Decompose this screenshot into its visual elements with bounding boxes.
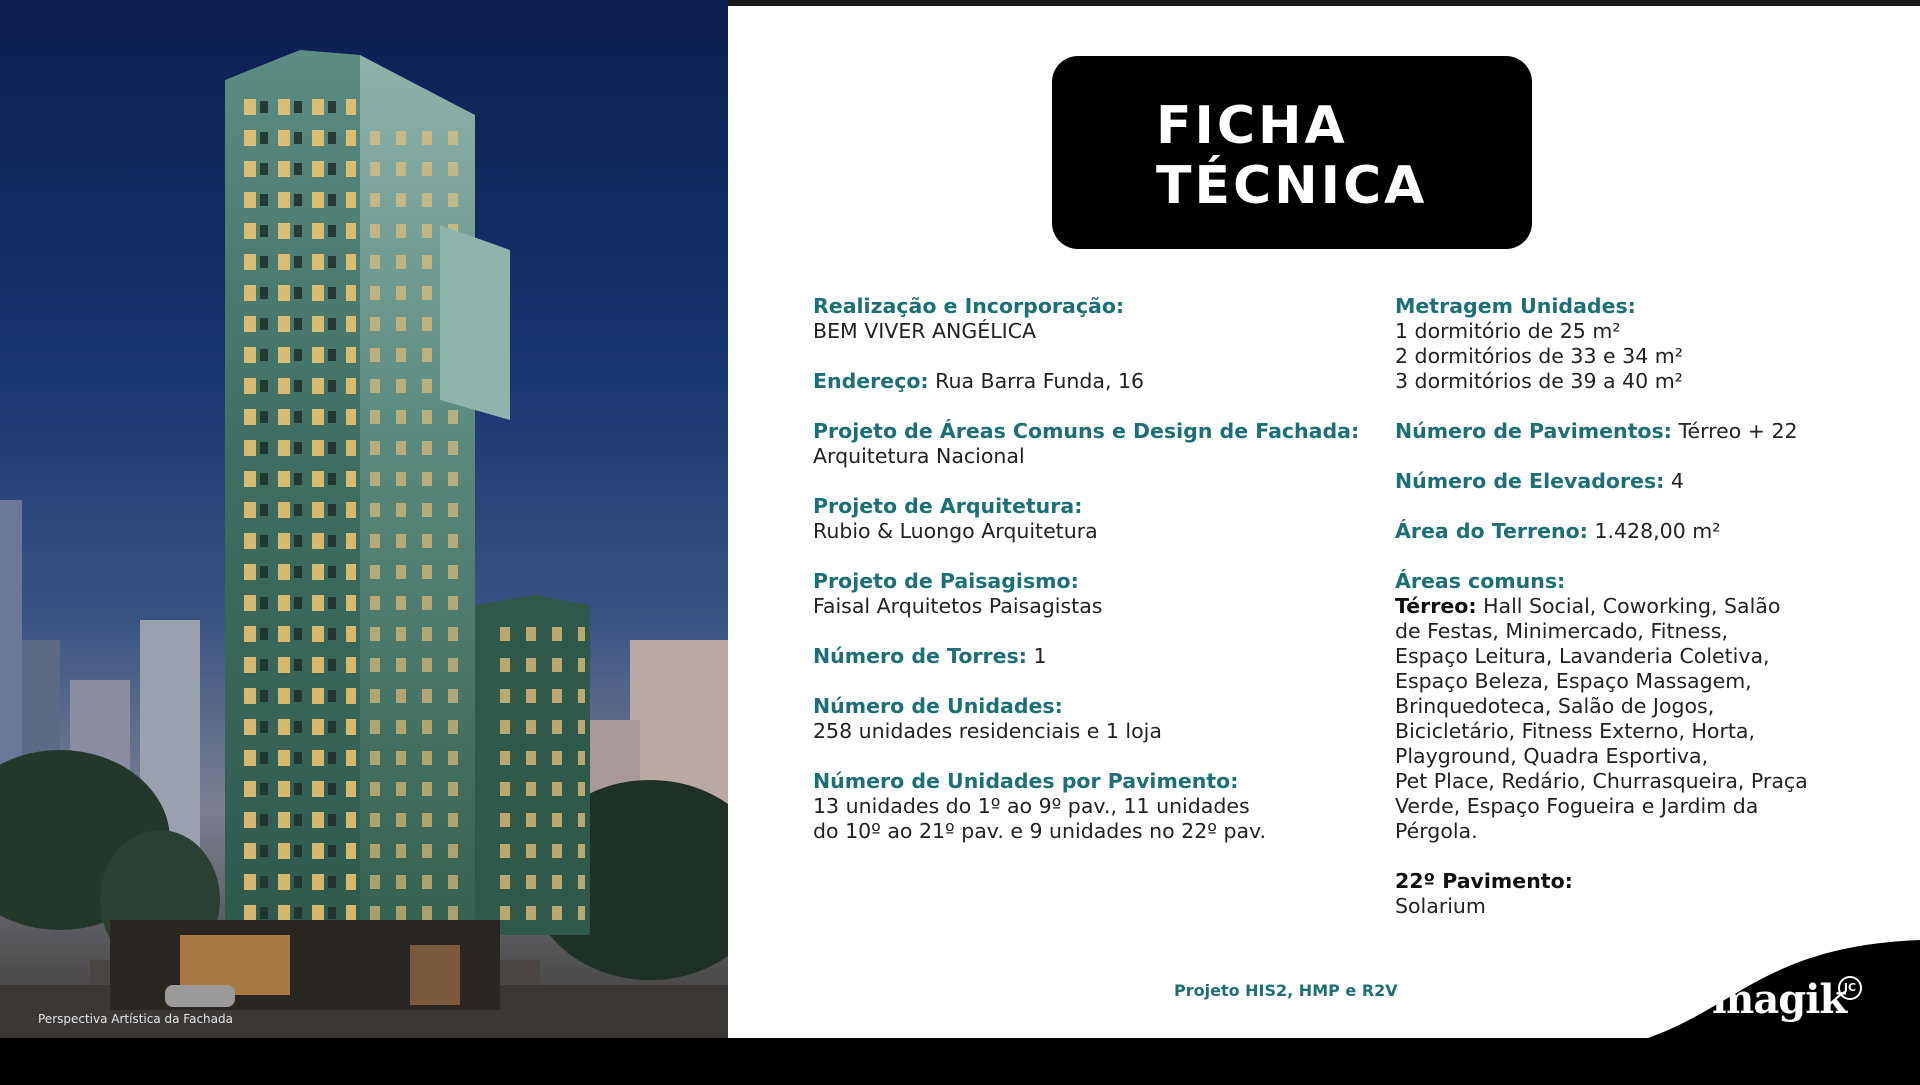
field-label: Número de Torres: — [813, 644, 1027, 668]
building-rendering — [0, 0, 728, 1038]
field-value: BEM VIVER ANGÉLICA — [813, 319, 1037, 343]
field-value: de Festas, Minimercado, Fitness, — [1395, 619, 1728, 643]
field-label: Número de Elevadores: — [1395, 469, 1665, 493]
field-label: Projeto de Arquitetura: — [813, 494, 1083, 518]
field-value: do 10º ao 21º pav. e 9 unidades no 22º pav. — [813, 819, 1267, 843]
field-value: 13 unidades do 1º ao 9º pav., 11 unidades — [813, 794, 1250, 818]
field-value: Verde, Espaço Fogueira e Jardim da — [1395, 794, 1759, 818]
field-value: Arquitetura Nacional — [813, 444, 1025, 468]
field-label: Endereço: — [813, 369, 929, 393]
field-value: 3 dormitórios de 39 a 40 m² — [1395, 369, 1683, 393]
field-label: Projeto de Paisagismo: — [813, 569, 1079, 593]
logo-mark-icon: JC — [1838, 976, 1862, 1000]
field-value: Rubio & Luongo Arquitetura — [813, 519, 1098, 543]
field-value: 1 dormitório de 25 m² — [1395, 319, 1621, 343]
field-label: Número de Unidades por Pavimento: — [813, 769, 1239, 793]
field-label: Áreas comuns: — [1395, 569, 1566, 593]
field-value: Pérgola. — [1395, 819, 1478, 843]
field-label: Número de Unidades: — [813, 694, 1063, 718]
field-value: Térreo + 22 — [1678, 419, 1798, 443]
field-value: 2 dormitórios de 33 e 34 m² — [1395, 344, 1683, 368]
field-value: 4 — [1670, 469, 1684, 493]
field-value: Bicicletário, Fitness Externo, Horta, — [1395, 719, 1755, 743]
field-label: Número de Pavimentos: — [1395, 419, 1672, 443]
field-value: 1 — [1033, 644, 1047, 668]
pav22-label: 22º Pavimento: — [1395, 869, 1573, 893]
corner-swoosh — [728, 6, 1920, 1038]
field-value: Pet Place, Redário, Churrasqueira, Praça — [1395, 769, 1808, 793]
terreo-label: Térreo: — [1395, 594, 1477, 618]
field-value: Rua Barra Funda, 16 — [935, 369, 1145, 393]
magik-logo: magik — [1712, 976, 1847, 1023]
field-value: 1.428,00 m² — [1594, 519, 1721, 543]
field-value: Faisal Arquitetos Paisagistas — [813, 594, 1103, 618]
title-line-2: TÉCNICA — [1156, 156, 1428, 216]
field-value: Espaço Leitura, Lavanderia Coletiva, — [1395, 644, 1770, 668]
field-label: Metragem Unidades: — [1395, 294, 1636, 318]
title-line-1: FICHA — [1156, 96, 1348, 156]
technical-sheet — [728, 6, 1920, 1038]
building-illustration — [0, 0, 728, 1038]
field-value: Solarium — [1395, 894, 1486, 918]
field-value: Playground, Quadra Esportiva, — [1395, 744, 1709, 768]
field-value: Espaço Beleza, Espaço Massagem, — [1395, 669, 1752, 693]
field-label: Área do Terreno: — [1395, 519, 1588, 543]
photo-caption: Perspectiva Artística da Fachada — [38, 1012, 233, 1026]
field-value: Brinquedoteca, Salão de Jogos, — [1395, 694, 1715, 718]
field-label: Projeto de Áreas Comuns e Design de Fachada: — [813, 419, 1360, 443]
project-note: Projeto HIS2, HMP e R2V — [1174, 981, 1398, 1000]
field-value: Hall Social, Coworking, Salão — [1483, 594, 1781, 618]
field-label: Realização e Incorporação: — [813, 294, 1125, 318]
bottom-strip — [0, 1038, 1920, 1085]
field-value: 258 unidades residenciais e 1 loja — [813, 719, 1162, 743]
